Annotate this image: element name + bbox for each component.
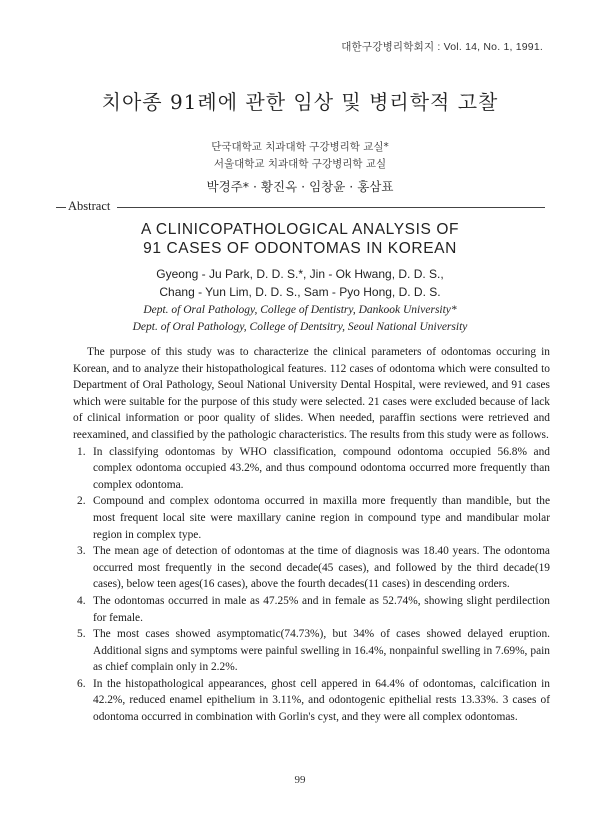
authors-en-line-2: Chang - Yun Lim, D. D. S., Sam - Pyo Hong, D. D. S. bbox=[159, 285, 441, 299]
abstract-divider-left bbox=[56, 207, 66, 208]
finding-text: The most cases showed asymptomatic(74.73%), but 34% of cases showed delayed eruption. Additional signs and symptoms were painful swelling in 16.4%, nonpainful swelling in 7.69%, pain as chief complain only in 2.2%. bbox=[93, 628, 550, 674]
finding-item bbox=[73, 593, 550, 626]
korean-title: 치아종 91례에 관한 임상 및 병리학적 고찰 bbox=[101, 90, 499, 114]
finding-text: In the histopathological appearances, ghost cell appered in 64.4% of odontomas, calcification in 42.2%, reduced enamel epithelium in 3.11%, and odontogenic epithelial rests 13.33%. 3 cases of odontoma occurred in combination with Gorlin's cyst, and they were all complex odontomas. bbox=[93, 677, 550, 724]
department-2: Dept. of Oral Pathology, College of Dentsitry, Seoul National University bbox=[132, 321, 468, 333]
finding-number: 2. bbox=[77, 495, 86, 508]
finding-text: The odontomas occurred in male as 47.25% and in female as 52.74%, showing slight perdilection for female. bbox=[93, 594, 550, 624]
intro-paragraph: The purpose of this study was to characterize the clinical parameters of odontomas occuring in Korean, and to analyze their histopathological features. 112 cases of odontoma which were consulted to Department of Oral Pathology, Seoul National University Dental Hospital, were reviewed, and 91 cases which were suitable for the purpose of this study were selected. 21 cases were excluded because of lack of clinical information or poor quality of slides. When needed, paraffin sections were retrieved and reexamined, and classified by the pathologic characteristics. The results from this study were as follows. bbox=[73, 346, 550, 441]
finding-number: 1. bbox=[77, 445, 86, 458]
finding-number: 3. bbox=[77, 545, 86, 558]
page-number: 99 bbox=[294, 774, 306, 786]
finding-number: 5. bbox=[77, 628, 86, 641]
affiliation-ko-1: 단국대학교 치과대학 구강병리학 교실* bbox=[211, 141, 389, 153]
findings-list bbox=[73, 444, 550, 726]
english-title-line-1: A CLINICOPATHOLOGICAL ANALYSIS OF bbox=[140, 221, 460, 238]
finding-item bbox=[73, 444, 550, 494]
finding-number: 4. bbox=[77, 594, 86, 607]
finding-text: Compound and complex odontoma occurred in maxilla more frequently than mandible, but the most frequent local site were maxillary canine region in compound type and mandibular molar region in complex type. bbox=[93, 495, 550, 541]
finding-item bbox=[73, 676, 550, 726]
finding-number: 6. bbox=[77, 677, 86, 690]
english-title-line-2: 91 CASES OF ODONTOMAS IN KOREAN bbox=[143, 240, 457, 257]
finding-text: The mean age of detection of odontomas at the time of diagnosis was 18.40 years. The odontoma occurred most frequently in the second decade(45 cases), and followed by the third decade(19 cases), below teen ages(16 cases), above the fourth decades(11 cases) in descending orders. bbox=[93, 545, 550, 591]
finding-item bbox=[73, 626, 550, 676]
abstract-label: Abstract bbox=[68, 199, 111, 213]
abstract-body bbox=[73, 344, 550, 726]
abstract-divider-right bbox=[117, 207, 545, 208]
affiliation-ko-2: 서울대학교 치과대학 구강병리학 교실 bbox=[213, 158, 387, 170]
authors-ko: 박경주* · 황진옥 · 임창윤 · 홍삼표 bbox=[206, 179, 394, 194]
department-1: Dept. of Oral Pathology, College of Dentistry, Dankook University* bbox=[143, 304, 457, 316]
finding-item bbox=[73, 543, 550, 593]
authors-en-line-1: Gyeong - Ju Park, D. D. S.*, Jin - Ok Hwang, D. D. S., bbox=[156, 267, 444, 281]
finding-text: In classifying odontomas by WHO classification, compound odontoma occupied 56.8% and complex odontoma occupied 43.2%, and thus compound odontoma occurred more frequently than complex odontoma. bbox=[93, 445, 550, 491]
running-head: 대한구강병리학회지 : Vol. 14, No. 1, 1991. bbox=[341, 41, 543, 53]
finding-item bbox=[73, 493, 550, 543]
